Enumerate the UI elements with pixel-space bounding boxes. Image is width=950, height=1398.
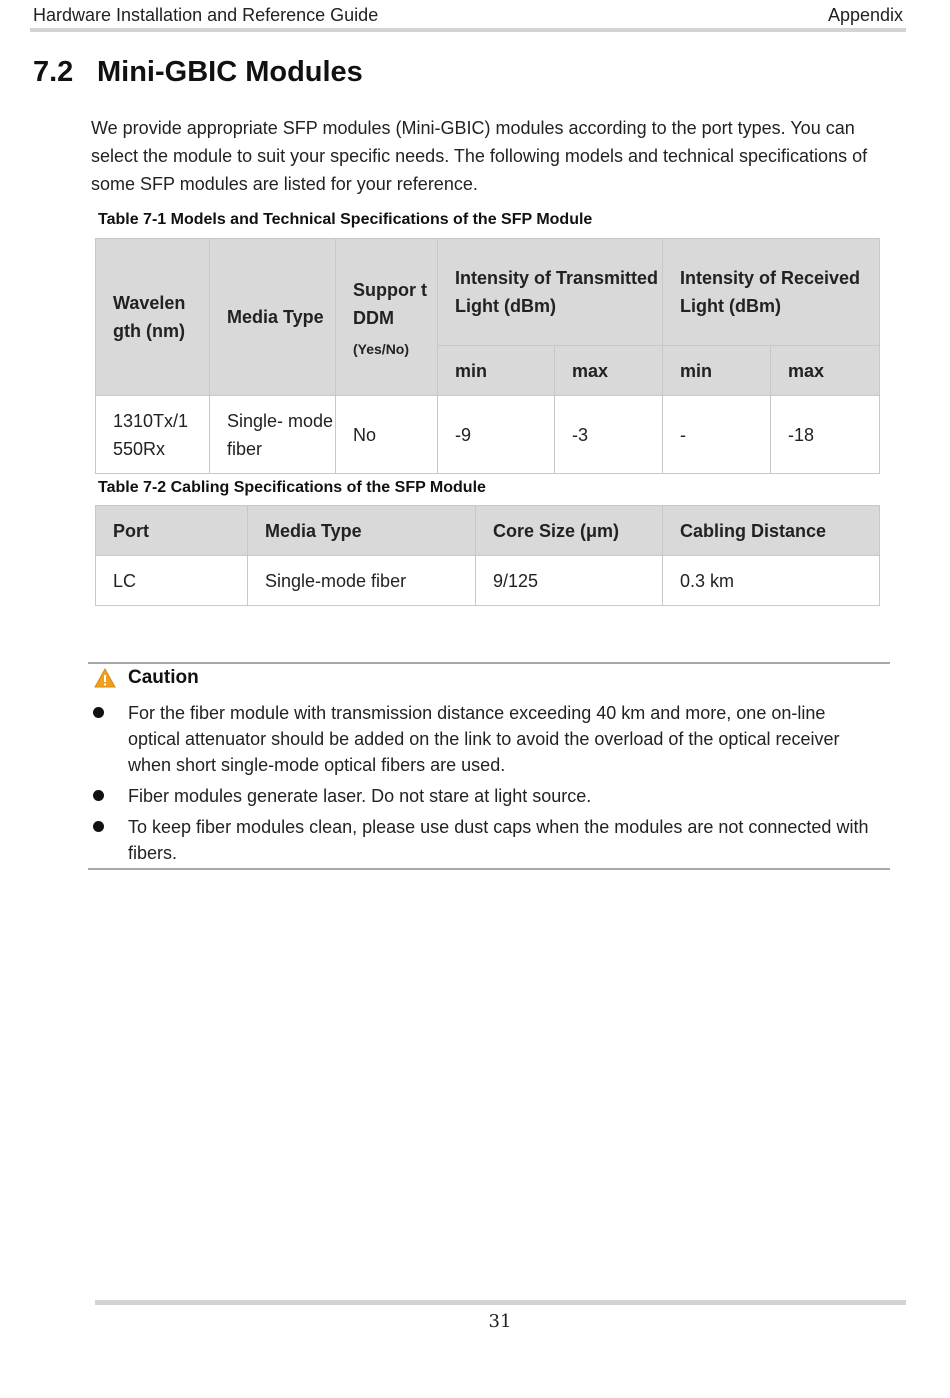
cell-tx-max: -3: [555, 396, 663, 474]
running-header-title: Hardware Installation and Reference Guide: [33, 5, 379, 25]
cell-rx-max: -18: [771, 396, 880, 474]
header-tx-max: max: [555, 346, 663, 396]
section-number: 7.2: [33, 56, 74, 88]
cell-core-size: 9/125: [476, 556, 663, 606]
table-row: [96, 556, 880, 606]
header-media-type: Media Type: [248, 506, 476, 556]
header-port: Port: [96, 506, 248, 556]
caution-list: [128, 700, 880, 871]
cell-support-ddm: No: [336, 396, 438, 474]
table-header-row: [96, 239, 880, 346]
running-header-section: Appendix: [827, 5, 903, 25]
header-support-ddm: [336, 239, 438, 396]
section-title: Mini-GBIC Modules: [97, 56, 363, 88]
list-item-text: For the fiber module with transmission distance exceeding 40 km and more, one on-line optical attenuator should be added on the link to avoid the overload of the optical receiver when short single-mode optical fibers are used.: [128, 703, 840, 775]
cell-media-type: Single- mode fiber: [210, 396, 336, 474]
header-received-light: Intensity of Received Light (dBm): [663, 239, 880, 346]
header-media-type: Media Type: [210, 239, 336, 396]
table2-caption: Table 7-2 Cabling Specifications of the SFP Module: [98, 479, 486, 496]
warning-icon: [94, 668, 116, 688]
caution-label: Caution: [128, 667, 199, 688]
cell-port: LC: [96, 556, 248, 606]
header-rx-max: max: [771, 346, 880, 396]
header-rx-min: min: [663, 346, 771, 396]
sfp-spec-table: [95, 238, 880, 474]
cell-rx-min: -: [663, 396, 771, 474]
bullet-icon: [93, 821, 104, 832]
cell-cabling-distance: 0.3 km: [663, 556, 880, 606]
section-heading: [33, 56, 363, 89]
intro-paragraph: We provide appropriate SFP modules (Mini-GBIC) modules according to the port types. You can select the module to suit your specific needs. The following models and technical specifications of some SFP modules are listed for your reference.: [91, 118, 868, 194]
caution-bottom-rule: [88, 868, 890, 870]
header-wavelength: Wavelen gth (nm): [96, 239, 210, 396]
bullet-icon: [93, 707, 104, 718]
header-support-ddm-label: Suppor t DDM: [353, 280, 427, 328]
list-item: [128, 783, 880, 809]
header-rule: [30, 28, 906, 32]
cabling-spec-table: [95, 505, 880, 606]
list-item: [128, 814, 880, 866]
list-item-text: Fiber modules generate laser. Do not stare at light source.: [128, 786, 592, 806]
table-row: [96, 396, 880, 474]
header-core-size: Core Size (μm): [476, 506, 663, 556]
header-tx-min: min: [438, 346, 555, 396]
list-item: [128, 700, 880, 778]
header-transmitted-light: Intensity of Transmitted Light (dBm): [438, 239, 663, 346]
bullet-icon: [93, 790, 104, 801]
list-item-text: To keep fiber modules clean, please use dust caps when the modules are not connected with fibers.: [128, 817, 869, 863]
cell-wavelength: 1310Tx/1 550Rx: [96, 396, 210, 474]
caution-top-rule: [88, 662, 890, 664]
table-header-row: [96, 506, 880, 556]
header-cabling-distance: Cabling Distance: [663, 506, 880, 556]
table1-caption: Table 7-1 Models and Technical Specifications of the SFP Module: [98, 211, 593, 228]
header-ddm-note: (Yes/No): [353, 341, 410, 357]
page-number: 31: [488, 1311, 512, 1332]
footer-rule: [95, 1300, 906, 1305]
cell-media-type: Single-mode fiber: [248, 556, 476, 606]
cell-tx-min: -9: [438, 396, 555, 474]
